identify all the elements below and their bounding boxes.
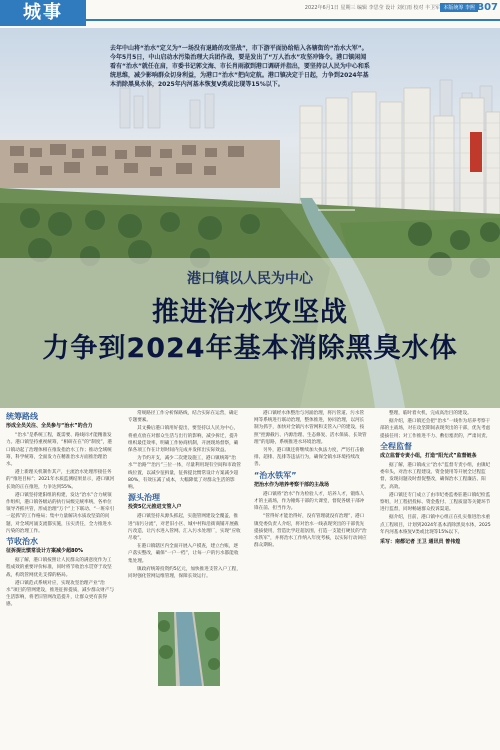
section-subtitle: 征拆提比惯常设计方案减少超80% <box>6 548 83 555</box>
article-column-4 <box>380 410 494 746</box>
paragraph: 据了解，港口镇按照让人民群众的满意度作为工程成效的重要评价标准，同时将节收治水贯穿于攻坚战，构筑管网优先支撑的格局。 <box>6 558 112 578</box>
section-subtitle: 形成全员关注、全员参与“治水”的合力 <box>6 423 93 429</box>
issue-info: 2022年6月1日 星期三 编辑 李思莹 设计 刘红雨 校对 丰卫军 <box>304 5 440 11</box>
river-channel-illustration <box>158 612 220 686</box>
paragraph: 据了解，港口镇成立“治水”监督专责小组，由镇纪委牵头，对治水工程建设、资金使用等开展全过程监督，发现问题及时督促整改，确保治水工程廉洁、阳光、高效。 <box>380 463 491 490</box>
section-tab: 城事 <box>0 0 86 26</box>
section-title: 统筹路线 <box>6 412 38 421</box>
section-title: “治水铁军” <box>254 470 297 480</box>
byline: 采写：南都记者 王卫 通讯员 曾伟煌 <box>380 539 461 546</box>
paragraph: 港口镇将“治水”作为检验人才，培养人才，锻炼人才的主战场，作为锤炼干部的大课堂，督促各级干部冲锋在前、担当作为。 <box>254 491 365 512</box>
article-column-3 <box>254 410 368 746</box>
hero-lede: 去年中山将“治水”定义为“一场没有退路的攻坚战”，市下游平面协给贴入各辖街的“治水大军”。今年5月5日，中山启动水污染治理大兵团作战，要是发出了“万人治水”攻坚冲锋令。港口镇闲闻看有“治水”就任在肩，市委书记郭文海、市长肖雨淑到港口调研并指出，要坚持以人民为中心和系统思维，减少影响群众切身利益，为港口“治水”把向定航。港口镇决定于日起，力争到2024年基本消除黑臭水体，2025年内河基本恢复V类或比现等15%以下。 <box>110 45 370 88</box>
headline-line-1: 推进治水攻坚战 <box>152 297 348 328</box>
paragraph: 港口镇坚持从源头抓起，实施管网建设全覆盖，推进“雨污分流”，对老旧小区、城中村和沿街商铺开展截污改造，让污水进入管网、汇入污水处理厂，实现“应收尽收”。 <box>128 514 241 542</box>
paragraph: 为节约开支，减少二次建设施工，港口镇统筹“治水”“治路”“治污”三位一体，尽量利用现有空间和市政管线位置，以减少征拆量，征拆提比惯常设计方案减少超80%，有效压减了成本，大幅降低了对群众生活的影响。 <box>128 456 241 491</box>
river-photo <box>158 612 220 686</box>
page-number: B07 <box>476 2 498 13</box>
paragraph: 港上新理关机制作其产，主流治水处理形接任务的“推进目标”；2021年水质监测结果显示，港口镇河长效的正在推进，力争达到55%。 <box>6 470 115 490</box>
paragraph: 常规路径工作分析保路线，结合实际在运营，确定专题要素。 <box>128 411 239 424</box>
paragraph: 据介绍，目前，港口镇中心组正在扎实推进治水重点工程项目，计划到2024年基本消除黑臭水体，2025年内河基本恢复Ⅴ类或比现等15%以下。 <box>380 515 491 535</box>
paragraph: 另外，港口镇还将继续加大执法力度，严厉打击偷排、超排、乱排等违法行为，确保全镇水环境持续改善。 <box>254 448 365 468</box>
paragraph: 在港口镇辖区内全面开展入户摸查，建立台账，逐户落实整改，确保“一户一档”，让每一户的污水都能收集处理。 <box>128 544 239 564</box>
section-subtitle: 把治水作为培养考察干部的主战场 <box>254 481 330 488</box>
tower-sign-icon <box>470 132 482 172</box>
paragraph: 据介绍，港口镇还会把“治水”一线作为培养考察干部的主战场，对在攻坚期间表现突出的干部，优先考虑提拔任用；对工作推进不力、敷衍塞责的，严肃问责。 <box>380 419 491 439</box>
section-subtitle: 投资5亿元推进支管入户 <box>128 504 182 511</box>
paragraph: 港口镇还专门成立了由市纪委监委驻港口镇纪检监察组，对工程招投标、资金拨付、工程质量等关键环节进行监督，同时畅通群众投诉渠道。 <box>380 492 491 513</box>
article-column-1 <box>6 410 116 746</box>
section-subtitle: 成立监督专责小组，打造“阳光式”监督链条 <box>380 452 477 459</box>
paragraph: 其文操后港口镇用好提出，要坚持以人民为中心，将重点放在对群众生活与出行的影响，减少拆迁，提升组织最佳效率，明确工作协商机制，开展现场督察，确保各项工作在计划时间内完成并发挥出实际效益。 <box>128 426 239 454</box>
headline-kicker: 港口镇以人民为中心 <box>187 271 313 287</box>
section-title: 全程监督 <box>380 441 412 451</box>
paragraph: 港口镇经水体整治与河涌治理，将污管道、污水管网等系统进行联动治理，整体推进，协同治理，以河长制为抓手，加快对全镇污水管网和支管入户的建设，按照“控源截污、内源治理、生态修复、活水保质、长效管理”的思路，系统推进水环境治理。 <box>254 411 367 445</box>
article-column-2 <box>128 410 242 746</box>
section-title: 源头治理 <box>128 493 160 503</box>
page-header <box>0 0 500 28</box>
paragraph: “管得好才能治得好，没有管理就没有治理”，港口镇党委负责人介绍，将对治水一线表现突出的干部优先提拔使用，营造比学赶超氛围，打造一支能打硬仗的“治水铁军”，并将治水工作纳入年度考核，以实际行动回应群众期盼。 <box>254 514 367 549</box>
hero-photo <box>0 28 500 408</box>
paragraph: 港口镇范式系统对应，实现攻坚治理产业“治水”项目的管网建设，推进征拆提质，减少群众财产与生活影响，将老旧管网改造提升，让群众更有获得感。 <box>6 580 115 608</box>
header-rule <box>86 19 500 21</box>
paragraph: 港口镇坚持建阳组的构建，发达“治水”合力统领作组织，港口镇各级站的执行局级完统率统，各单位领导齐抓共管，形成治理“万个”上下联动、“一班牵引一起抓”的工作格局；集中力量解决水质攻坚第的问题，对全域河涌支流都实施，压实责任，全力推进水污染的治理工作。 <box>6 492 115 534</box>
section-title: 节收治水 <box>6 537 38 547</box>
headline-line-2: 力争到2024年基本消除黑臭水体 <box>42 333 458 364</box>
paragraph: 镇政府统筹投资约5亿元，加快推进支管入户工程，同时强化管网运维管理，保障长效运行。 <box>128 566 241 580</box>
paragraph: “治水”是系统工程，既需要、路线同才能精准发力。港口镇坚持重视统筹，“相研在在”的“制度”，港口镇动起了治理体相在推发指治水工作；推动全域统筹，科学统筹，全面发力在精准治水方面推治理治水。 <box>6 433 112 468</box>
paragraph: 整理，临时着火机，完成高治目的建设。 <box>389 411 472 416</box>
editor-tag: 本版统筹 李熙 <box>440 3 478 12</box>
